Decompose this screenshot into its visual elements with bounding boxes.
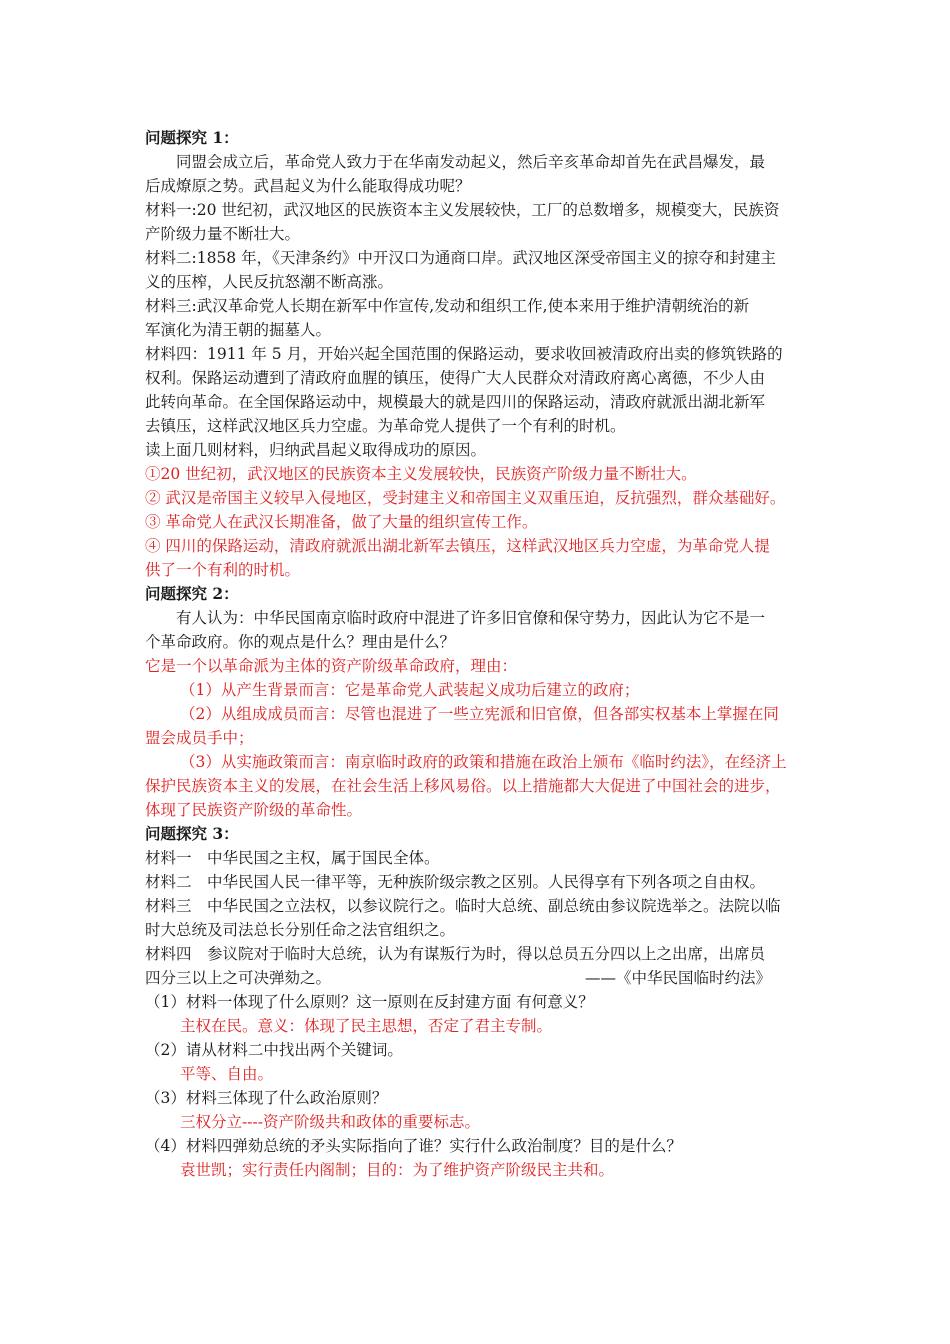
q2-intro-line1: 有人认为：中华民国南京临时政府中混进了许多旧官僚和保守势力，因此认为它不是一	[176, 609, 766, 627]
q1-material4-line1: 材料四：1911 年 5 月，开始兴起全国范围的保路运动，要求收回被清政府出卖的修筑铁路的	[145, 345, 783, 363]
q2-intro-line2: 个革命政府。你的观点是什么？理由是什么？	[145, 633, 456, 651]
q1-intro-line1: 同盟会成立后，革命党人致力于在华南发动起义，然后辛亥革命却首先在武昌爆发，最	[176, 153, 766, 171]
q2-answer2-line2: 盟会成员手中；	[145, 729, 254, 747]
q1-answer3: ③ 革命党人在武汉长期准备，做了大量的组织宣传工作。	[145, 513, 538, 531]
q1-material3-line1: 材料三:武汉革命党人长期在新军中作宣传,发动和组织工作,使本来用于维护清朝统治的新	[145, 297, 750, 315]
q3-title: 问题探究 3：	[145, 824, 239, 843]
q2-answer-intro: 它是一个以革命派为主体的资产阶级革命政府，理由：	[145, 657, 518, 675]
q1-question: 读上面几则材料，归纳武昌起义取得成功的原因。	[145, 441, 487, 459]
q3-subq2-answer: 平等、自由。	[180, 1065, 274, 1083]
q1-material1-line1: 材料一:20 世纪初，武汉地区的民族资本主义发展较快，工厂的总数增多，规模变大，民族资	[145, 201, 780, 219]
q2-answer2-line1: （2）从组成成员而言：尽管也混进了一些立宪派和旧官僚，但各部实权基本上掌握在同	[180, 705, 779, 723]
q1-answer2: ② 武汉是帝国主义较早入侵地区，受封建主义和帝国主义双重压迫，反抗强烈，群众基础好。	[145, 489, 786, 507]
q3-subq3-answer: 三权分立----资产阶级共和政体的重要标志。	[180, 1113, 480, 1131]
q2-answer3-line1: （3）从实施政策而言：南京临时政府的政策和措施在政治上颁布《临时约法》，在经济上	[180, 753, 787, 771]
q3-material3-line2: 时大总统及司法总长分别任命之法官组织之。	[145, 921, 456, 939]
q2-answer1: （1）从产生背景而言：它是革命党人武装起义成功后建立的政府；	[180, 681, 640, 699]
q3-subq4-answer: 袁世凯；实行责任内阁制；目的：为了维护资产阶级民主共和。	[180, 1161, 615, 1179]
q1-intro-line2: 后成燎原之势。武昌起义为什么能取得成功呢？	[145, 177, 471, 195]
q3-subq4: （4）材料四弹劾总统的矛头实际指向了谁？实行什么政治制度？目的是什么？	[145, 1137, 682, 1155]
q1-material4-line4: 去镇压，这样武汉地区兵力空虚。为革命党人提供了一个有利的时机。	[145, 417, 626, 435]
q3-subq1-answer: 主权在民。意义：体现了民主思想，否定了君主专制。	[180, 1017, 553, 1035]
q2-answer3-line2: 保护民族资本主义的发展，在社会生活上移风易俗。以上措施都大大促进了中国社会的进步，	[145, 777, 781, 795]
q2-title: 问题探究 2：	[145, 584, 239, 603]
q3-material1: 材料一 中华民国之主权，属于国民全体。	[145, 849, 440, 867]
q3-subq2: （2）请从材料二中找出两个关键词。	[145, 1041, 403, 1059]
q2-answer3-line3: 体现了民族资产阶级的革命性。	[145, 801, 363, 819]
q3-subq1: （1）材料一体现了什么原则？这一原则在反封建方面 有何意义？	[145, 993, 594, 1011]
q1-material3-line2: 军演化为清王朝的掘墓人。	[145, 321, 332, 339]
q1-material4-line2: 权利。保路运动遭到了清政府血腥的镇压，使得广大人民群众对清政府离心离德，不少人由	[145, 369, 766, 387]
q3-material4-line2-text: 四分三以上之可决弹劾之。	[145, 969, 332, 987]
q1-material2-line2: 义的压榨，人民反抗怒潮不断高涨。	[145, 273, 394, 291]
q3-material3-line1: 材料三 中华民国之立法权，以参议院行之。临时大总统、副总统由参议院选举之。法院以临	[145, 897, 781, 915]
q3-material2: 材料二 中华民国人民一律平等，无种族阶级宗教之区别。人民得享有下列各项之自由权。	[145, 873, 766, 891]
q1-material2-line1: 材料二:1858 年，《天津条约》中开汉口为通商口岸。武汉地区深受帝国主义的掠夺和封建主	[145, 249, 776, 267]
q1-answer4-line2: 供了一个有利的时机。	[145, 561, 301, 579]
q1-material4-line3: 此转向革命。在全国保路运动中，规模最大的就是四川的保路运动，清政府就派出湖北新军	[145, 393, 766, 411]
q3-material4-line1: 材料四 参议院对于临时大总统，认为有谋叛行为时，得以总员五分四以上之出席，出席员	[145, 945, 766, 963]
q1-material1-line2: 产阶级力量不断壮大。	[145, 225, 301, 243]
q3-citation: ——《中华民国临时约法》	[585, 969, 772, 987]
q3-subq3: （3）材料三体现了什么政治原则？	[145, 1089, 388, 1107]
q1-title: 问题探究 1：	[145, 128, 239, 147]
q1-answer4-line1: ④ 四川的保路运动，清政府就派出湖北新军去镇压，这样武汉地区兵力空虚，为革命党人提	[145, 537, 770, 555]
q1-answer1: ①20 世纪初，武汉地区的民族资本主义发展较快，民族资产阶级力量不断壮大。	[145, 465, 697, 483]
q3-material4-line2	[145, 966, 331, 990]
